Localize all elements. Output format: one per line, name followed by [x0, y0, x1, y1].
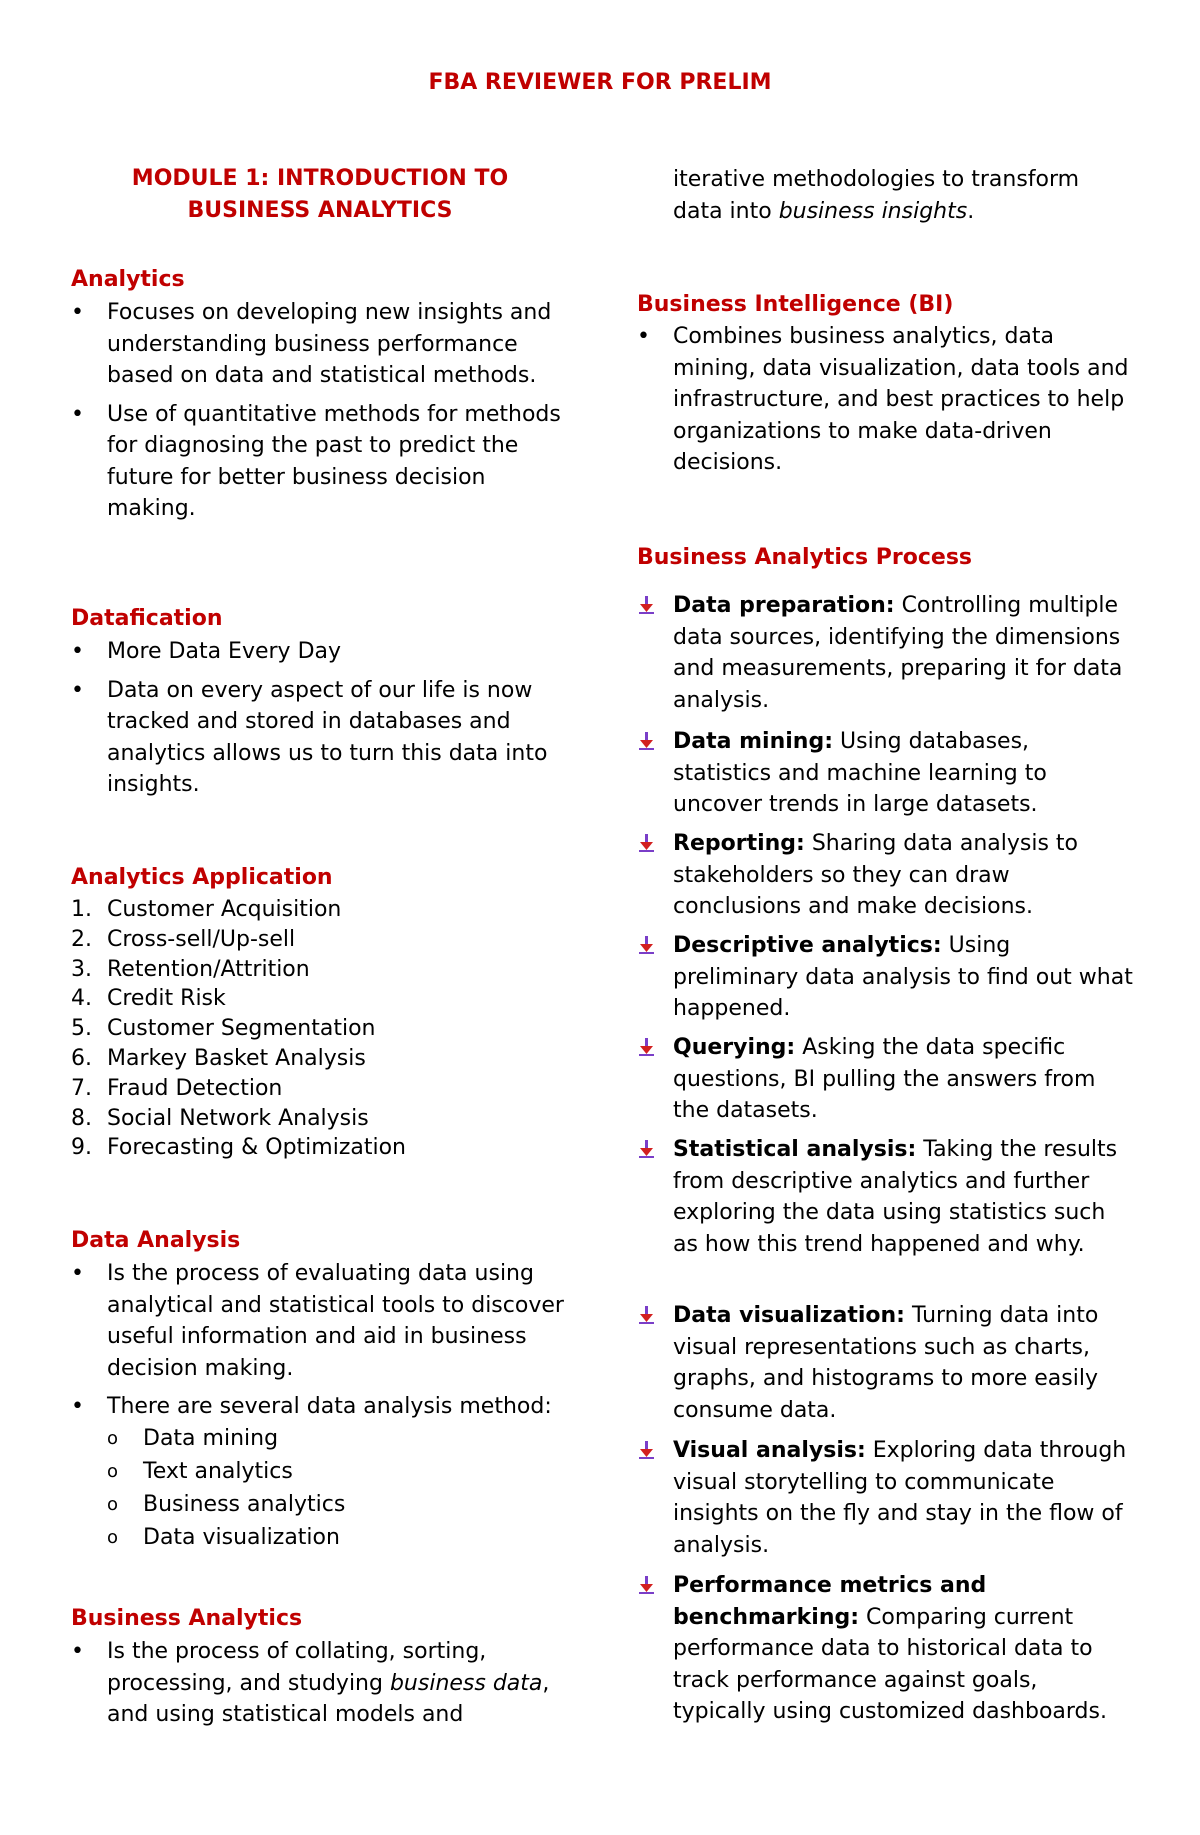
- list-item: Data preparation: Controlling multiple data sources, identifying the dimensions and measurements, preparing it for data analysis.: [637, 590, 1133, 716]
- business-analytics-bullets: [71, 1636, 571, 1731]
- down-arrow-icon: [639, 834, 655, 852]
- method-item: o Business analytics: [107, 1491, 346, 1517]
- list-item: 5. Customer Segmentation: [71, 1016, 376, 1042]
- down-arrow-icon: [639, 732, 655, 750]
- down-arrow-icon: [639, 1441, 655, 1459]
- method-list: [71, 1423, 571, 1555]
- list-item: 2. Cross-sell/Up-sell: [71, 926, 296, 952]
- analytics-bullets: [71, 297, 571, 525]
- business-analytics-heading: Business Analytics: [71, 1606, 303, 1631]
- left-column: [71, 0, 571, 1835]
- analytics-bullet-1: • Focuses on developing new insights and understanding business performance based on data and statistical methods.: [71, 297, 571, 392]
- analytics-heading: Analytics: [71, 267, 185, 292]
- datafication-heading: Datafication: [71, 606, 223, 631]
- list-item: 4. Credit Risk: [71, 986, 226, 1012]
- bi-bullet-1: • Combines business analytics, data mining, data visualization, data tools and infrastructure, and best practices to help organizations to make data-driven decisions.: [637, 321, 1137, 479]
- right-column: [637, 0, 1137, 1835]
- data-analysis-bullet-1: • Is the process of evaluating data using analytical and statistical tools to discover useful information and aid in business decision making.: [71, 1258, 571, 1384]
- analytics-bullet-2: • Use of quantitative methods for methods for diagnosing the past to predict the future for better business decision making.: [71, 399, 571, 525]
- down-arrow-icon: [639, 936, 655, 954]
- list-item: Data mining: Using databases, statistics and machine learning to uncover trends in large datasets.: [637, 726, 1133, 821]
- datafication-bullet-1: • More Data Every Day: [71, 636, 571, 668]
- list-item: Performance metrics and benchmarking: Comparing current performance data to historical data to track performance against goals, typically using customized dashboards.: [637, 1570, 1133, 1728]
- list-item: 8. Social Network Analysis: [71, 1105, 369, 1131]
- method-item: o Data visualization: [107, 1524, 340, 1550]
- list-item: Visual analysis: Exploring data through visual storytelling to communicate insights on the fly and stay in the flow of analysis.: [637, 1435, 1133, 1561]
- business-analytics-bullet-1: • Is the process of collating, sorting, processing, and studying business data, and using statistical models and: [71, 1636, 571, 1731]
- bi-heading: Business Intelligence (BI): [637, 292, 954, 317]
- down-arrow-icon: [639, 1038, 655, 1056]
- bi-bullets: [637, 321, 1137, 479]
- data-analysis-bullets: [71, 1258, 571, 1555]
- business-analytics-continuation: iterative methodologies to transform data into business insights.: [673, 167, 1080, 224]
- list-item: Querying: Asking the data specific questions, BI pulling the answers from the datasets.: [637, 1032, 1133, 1127]
- list-item: 9. Forecasting & Optimization: [71, 1135, 406, 1161]
- datafication-bullets: [71, 636, 571, 801]
- list-item: Descriptive analytics: Using preliminary data analysis to find out what happened.: [637, 930, 1133, 1025]
- down-arrow-icon: [639, 1306, 655, 1324]
- module-title-line1: MODULE 1: INTRODUCTION TO: [131, 166, 509, 191]
- application-list: [71, 895, 571, 1163]
- list-item: Data visualization: Turning data into visual representations such as charts, graphs, and histograms to more easily consume data.: [637, 1300, 1133, 1426]
- application-heading: Analytics Application: [71, 865, 333, 890]
- down-arrow-icon: [639, 1576, 655, 1594]
- data-analysis-bullet-2: • There are several data analysis method:: [71, 1391, 571, 1423]
- process-heading: Business Analytics Process: [637, 545, 973, 570]
- method-item: o Text analytics: [107, 1458, 293, 1484]
- method-item: o Data mining: [107, 1425, 279, 1451]
- list-item: 6. Markey Basket Analysis: [71, 1045, 366, 1071]
- list-item: Statistical analysis: Taking the results from descriptive analytics and further exploring the data using statistics such as how this trend happened and why.: [637, 1134, 1133, 1260]
- list-item: Reporting: Sharing data analysis to stakeholders so they can draw conclusions and make decisions.: [637, 828, 1133, 923]
- datafication-bullet-2: • Data on every aspect of our life is now tracked and stored in databases and analytics allows us to turn this data into insights.: [71, 675, 571, 801]
- module-title-line2: BUSINESS ANALYTICS: [187, 198, 453, 223]
- list-item: 7. Fraud Detection: [71, 1075, 283, 1101]
- down-arrow-icon: [639, 1140, 655, 1158]
- list-item: 3. Retention/Attrition: [71, 956, 310, 982]
- list-item: 1. Customer Acquisition: [71, 897, 342, 922]
- page-title: FBA REVIEWER FOR PRELIM: [428, 70, 772, 95]
- down-arrow-icon: [639, 596, 655, 614]
- data-analysis-heading: Data Analysis: [71, 1228, 241, 1253]
